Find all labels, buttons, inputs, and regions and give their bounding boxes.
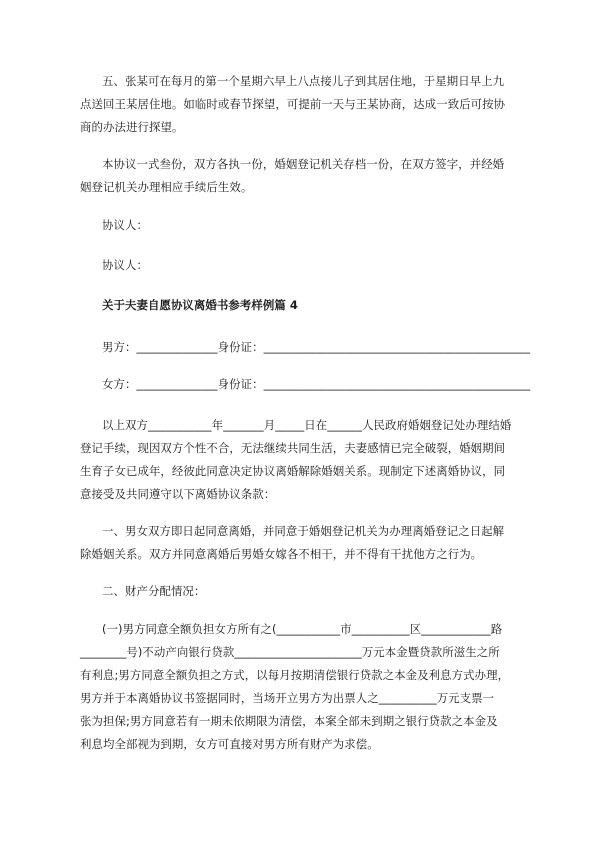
paragraph-line: 利息均全部视为到期，女方可直接对男方所有财产为求偿。: [80, 737, 379, 751]
paragraph-line: 本协议一式叁份，双方各执一份，婚姻登记机关存档一份，在双方签字，并经婚: [102, 157, 505, 171]
paragraph-line: 登记手续，现因双方个性不合，无法继续共同生活，夫妻感情已完全破裂，婚姻期间: [80, 441, 506, 455]
paragraph-line: 商的办法进行探望。: [80, 120, 184, 134]
paragraph-line: 生育子女已成年，经彼此同意决定协议离婚解除婚姻关系。现制定下述离婚协议，同: [80, 464, 506, 478]
section-heading: 关于夫妻自愿协议离婚书参考样例篇 4: [102, 298, 298, 312]
paragraph-line: (一)男方同意全额负担女方所有之(___________市__________区____________路: [102, 622, 503, 636]
paragraph-line: 二、财产分配情况：: [102, 584, 206, 598]
paragraph-line: 点送回王某居住地。如临时或春节探望，可提前一天与王某协商，达成一致后可按协: [80, 97, 506, 111]
signatory-label: 协议人：: [102, 258, 148, 272]
paragraph-line: 五、张某可在每月的第一个星期六早上八点接儿子到其居住地，于星期日早上九: [102, 74, 505, 88]
paragraph-line: 张为担保;男方同意若有一期未依期限为清偿，本案全部未到期之银行贷款之本金及: [80, 714, 498, 728]
paragraph-line: 意接受及共同遵守以下离婚协议条款：: [80, 487, 276, 501]
paragraph-line: 有利息;男方同意全额负担之方式，以每月按期清偿银行贷款之本金及利息方式办理，: [80, 668, 510, 682]
form-field-line: 女方：______________身份证：______________________________________________: [102, 377, 531, 391]
paragraph-line: 除婚姻关系。双方并同意离婚后男婚女嫁各不相干，并不得有干扰他方之行为。: [80, 547, 483, 561]
form-field-line: 男方：______________身份证：______________________________________________: [102, 340, 531, 354]
paragraph-line: 以上双方___________年_______月_____日在______人民政府婚姻登记处办理结婚: [102, 418, 512, 432]
paragraph-line: 姻登记机关办理相应手续后生效。: [80, 180, 253, 194]
signatory-label: 协议人：: [102, 218, 148, 232]
paragraph-line: 一、男女双方即日起同意离婚，并同意于婚姻登记机关为办理离婚登记之日起解: [102, 524, 505, 538]
paragraph-line: 男方并于本离婚协议书签据同时，当场开立男方为出票人之__________万元支票一: [80, 691, 495, 705]
paragraph-line: ________号)不动产向银行贷款______________________万元本金暨贷款所滋生之所: [80, 645, 500, 659]
